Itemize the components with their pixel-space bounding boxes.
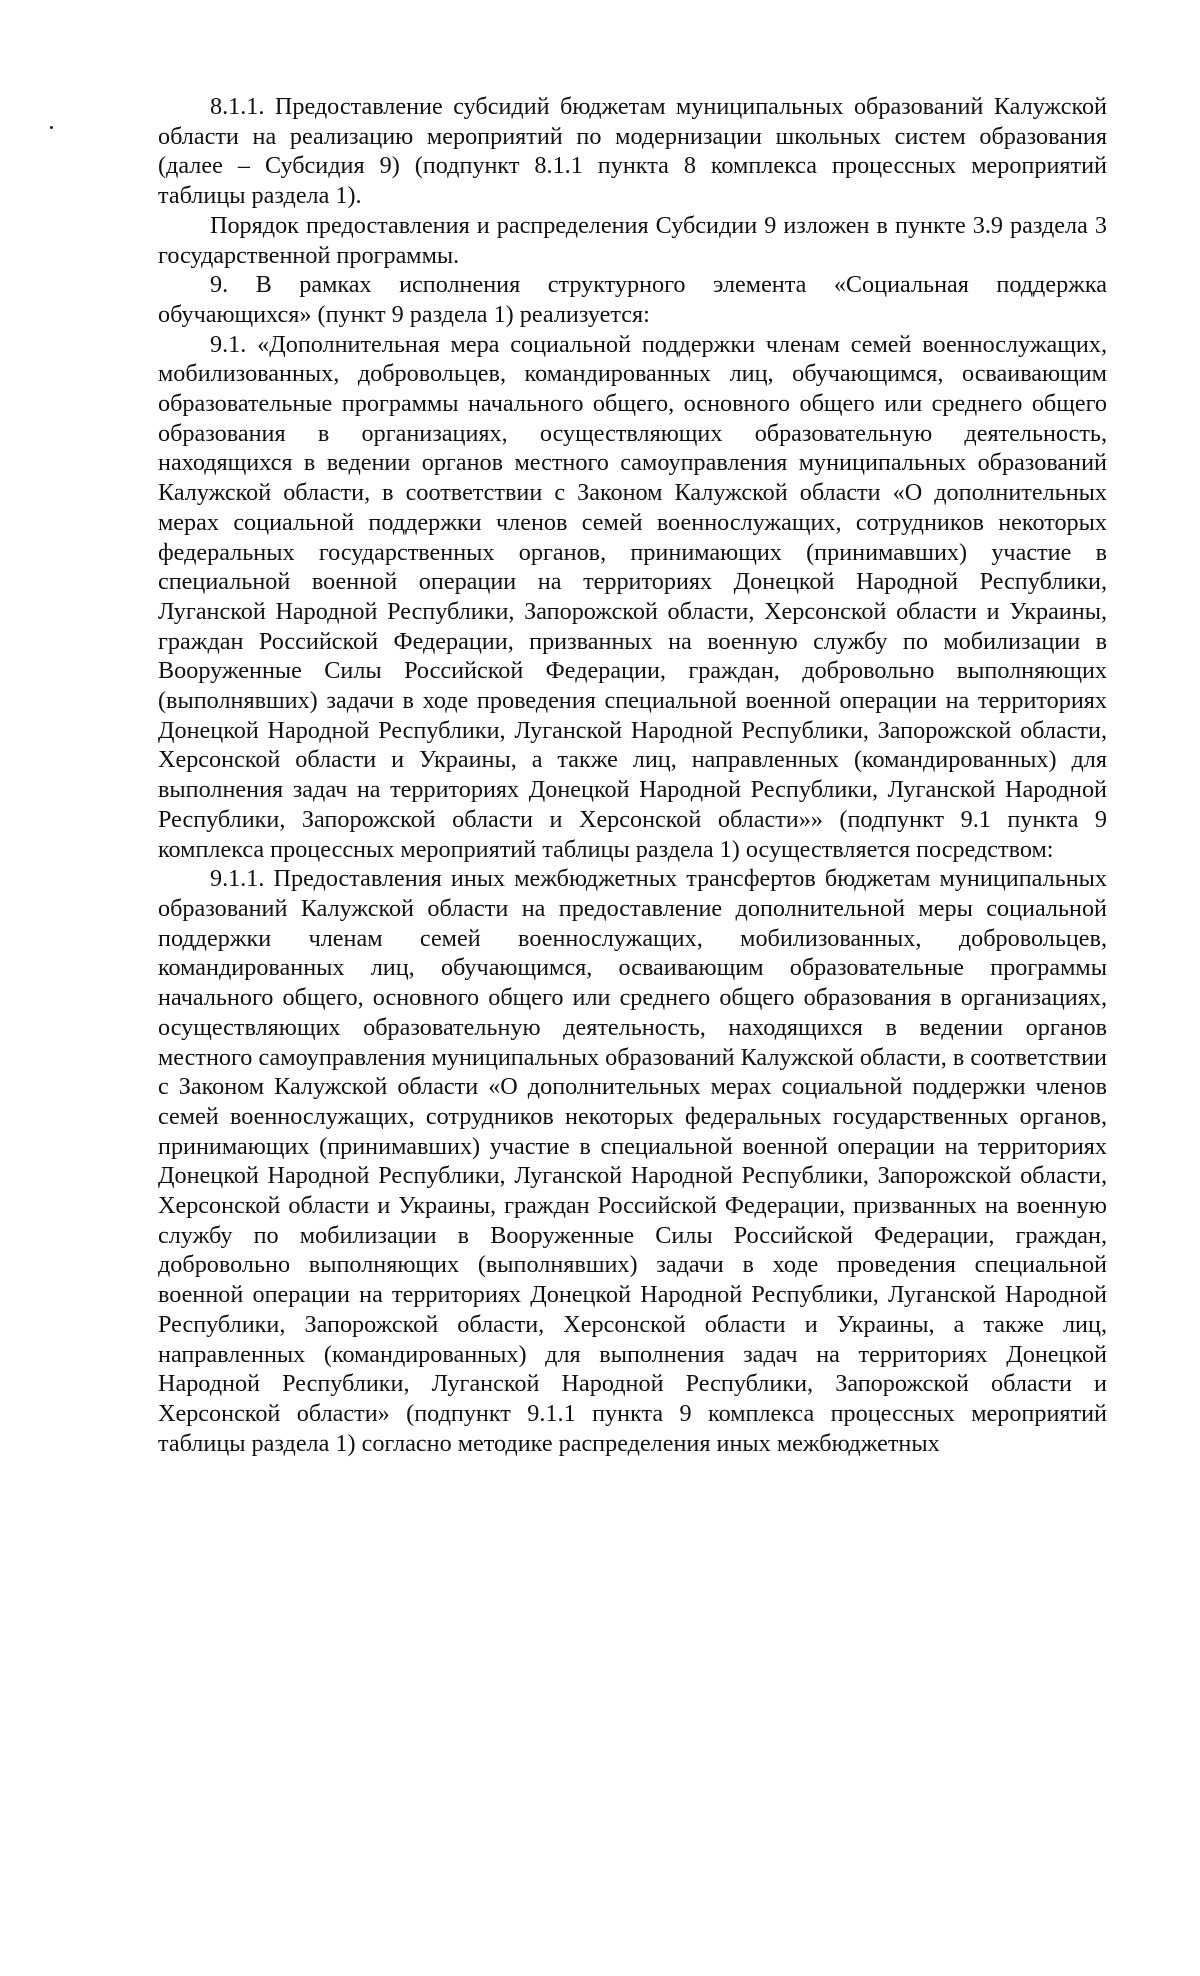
paragraph-8-1-1: 8.1.1. Предоставление субсидий бюджетам муниципальных образований Калужской области на реализацию мероприятий по модернизации школьных систем образования (далее – Субсидия 9) (подпункт 8.1.1 пункта 8 комплекса процессных мероприятий таблицы раздела 1). [158, 93, 1107, 210]
document-body [158, 92, 1107, 1458]
scan-speck [50, 126, 53, 129]
paragraph-subsidy-9-order: Порядок предоставления и распределения Субсидии 9 изложен в пункте 3.9 раздела 3 государственной программы. [158, 211, 1107, 269]
paragraph-9-1: 9.1. «Дополнительная мера социальной поддержки членам семей военнослужащих, мобилизованных, добровольцев, командированных лиц, обучающимся, осваивающим образовательные программы начального общего, основного общего или среднего общего образования в организациях, осуществляющих образовательную деятельность, находящихся в ведении органов местного самоуправления муниципальных образований Калужской области, в соответствии с Законом Калужской области «О дополнительных мерах социальной поддержки членов семей военнослужащих, сотрудников некоторых федеральных государственных органов, принимающих (принимавших) участие в специальной военной операции на территориях Донецкой Народной Республики, Луганской Народной Республики, Запорожской области, Херсонской области и Украины, граждан Российской Федерации, призванных на военную службу по мобилизации в Вооруженные Силы Российской Федерации, граждан, добровольно выполняющих (выполнявших) задачи в ходе проведения специальной военной операции на территориях Донецкой Народной Республики, Луганской Народной Республики, Запорожской области, Херсонской области и Украины, а также лиц, направленных (командированных) для выполнения задач на территориях Донецкой Народной Республики, Луганской Народной Республики, Запорожской области и Херсонской области»» (подпункт 9.1 пункта 9 комплекса процессных мероприятий таблицы раздела 1) осуществляется посредством: [158, 330, 1107, 863]
paragraph-9-1-1: 9.1.1. Предоставления иных межбюджетных трансфертов бюджетам муниципальных образований Калужской области на предоставление дополнительной меры социальной поддержки членам семей военнослужащих, мобилизованных, добровольцев, командированных лиц, обучающимся, осваивающим образовательные программы начального общего, основного общего или среднего общего образования в организациях, осуществляющих образовательную деятельность, находящихся в ведении органов местного самоуправления муниципальных образований Калужской области, в соответствии с Законом Калужской области «О дополнительных мерах социальной поддержки членов семей военнослужащих, сотрудников некоторых федеральных государственных органов, принимающих (принимавших) участие в специальной военной операции на территориях Донецкой Народной Республики, Луганской Народной Республики, Запорожской области, Херсонской области и Украины, граждан Российской Федерации, призванных на военную службу по мобилизации в Вооруженные Силы Российской Федерации, граждан, добровольно выполняющих (выполнявших) задачи в ходе проведения специальной военной операции на территориях Донецкой Народной Республики, Луганской Народной Республики, Запорожской области, Херсонской области и Украины, а также лиц, направленных (командированных) для выполнения задач на территориях Донецкой Народной Республики, Луганской Народной Республики, Запорожской области и Херсонской области» (подпункт 9.1.1 пункта 9 комплекса процессных мероприятий таблицы раздела 1) согласно методике распределения иных межбюджетных [158, 865, 1107, 1457]
paragraph-9: 9. В рамках исполнения структурного элемента «Социальная поддержка обучающихся» (пункт 9 раздела 1) реализуется: [158, 271, 1107, 328]
